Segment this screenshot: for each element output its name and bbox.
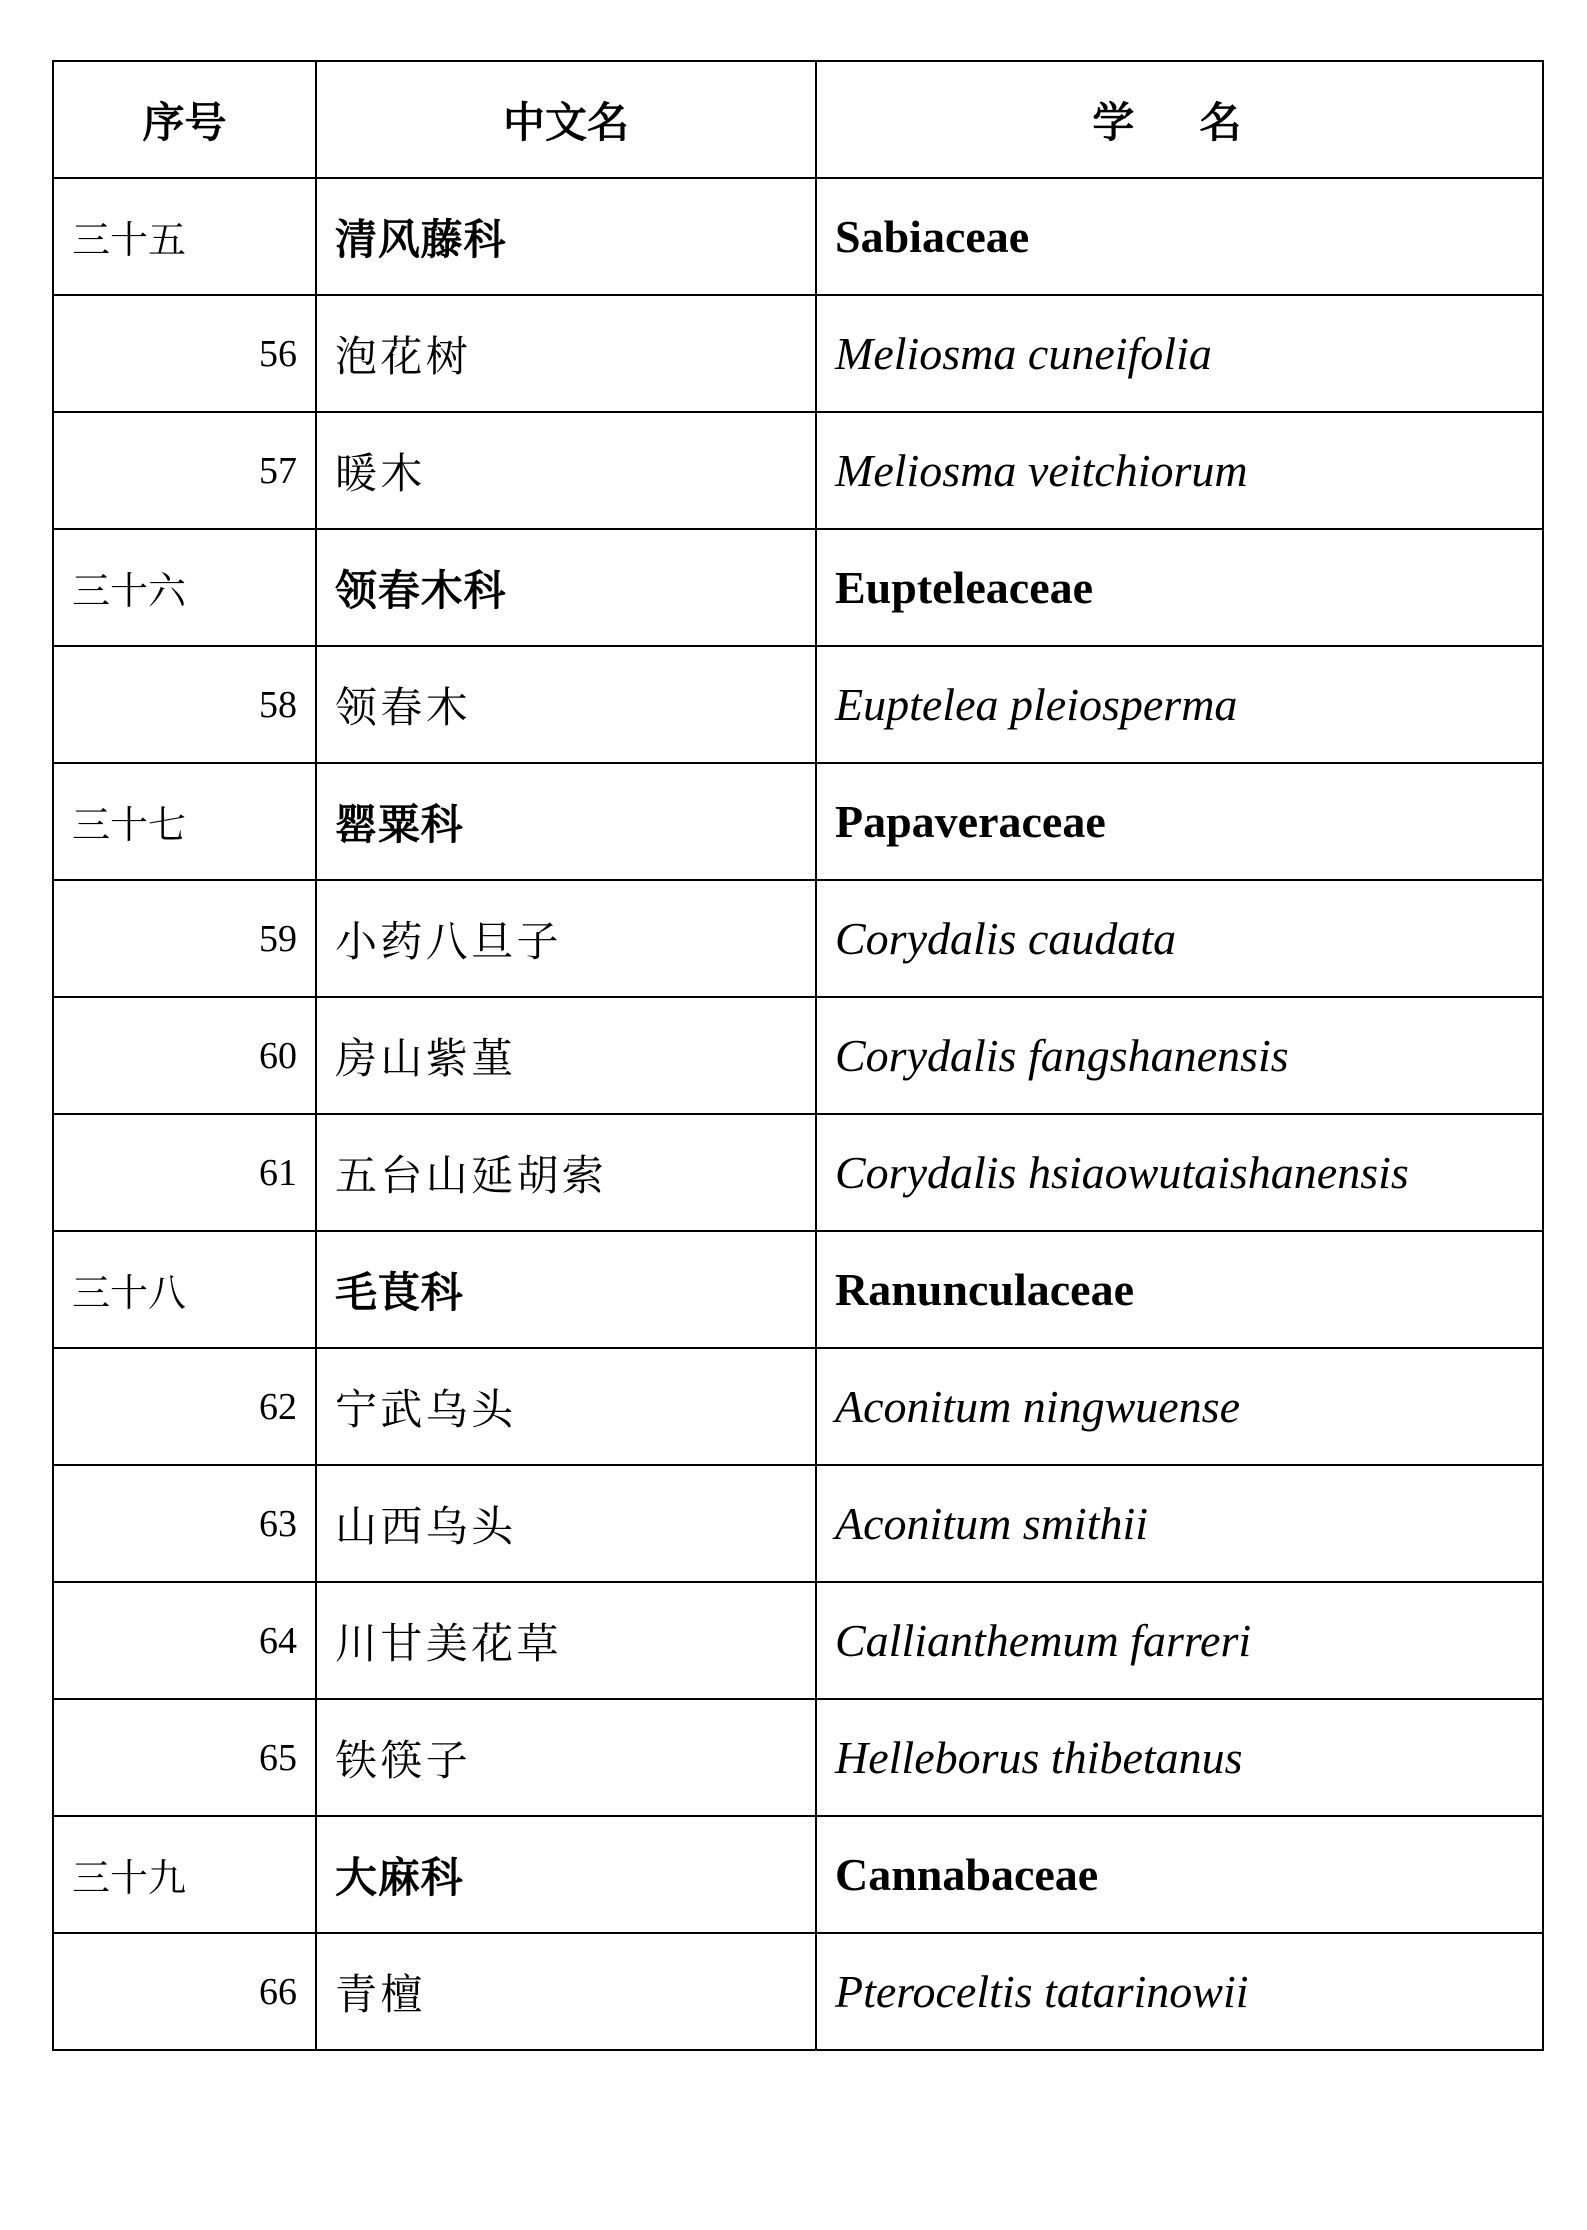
row-chinese-name: 暖木 (316, 412, 816, 529)
row-number: 三十九 (53, 1816, 316, 1933)
species-row (53, 1348, 1543, 1465)
row-scientific-name: Sabiaceae (816, 178, 1543, 295)
row-chinese-name: 小药八旦子 (316, 880, 816, 997)
row-chinese-name: 泡花树 (316, 295, 816, 412)
row-scientific-name: Corydalis caudata (816, 880, 1543, 997)
species-row (53, 997, 1543, 1114)
header-scientific-name: 学 名 (816, 61, 1543, 178)
family-row (53, 1231, 1543, 1348)
row-chinese-name: 青檀 (316, 1933, 816, 2050)
row-number: 三十七 (53, 763, 316, 880)
table-header (53, 61, 1543, 178)
header-number: 序号 (53, 61, 316, 178)
row-scientific-name: Pteroceltis tatarinowii (816, 1933, 1543, 2050)
row-number: 三十五 (53, 178, 316, 295)
row-scientific-name: Papaveraceae (816, 763, 1543, 880)
row-number: 56 (53, 295, 316, 412)
row-scientific-name: Cannabaceae (816, 1816, 1543, 1933)
row-number: 三十八 (53, 1231, 316, 1348)
row-scientific-name: Ranunculaceae (816, 1231, 1543, 1348)
header-chinese-name: 中文名 (316, 61, 816, 178)
row-chinese-name: 大麻科 (316, 1816, 816, 1933)
row-number: 59 (53, 880, 316, 997)
row-scientific-name: Callianthemum farreri (816, 1582, 1543, 1699)
row-chinese-name: 毛茛科 (316, 1231, 816, 1348)
species-row (53, 412, 1543, 529)
row-scientific-name: Corydalis fangshanensis (816, 997, 1543, 1114)
species-row (53, 1933, 1543, 2050)
row-number: 58 (53, 646, 316, 763)
row-scientific-name: Helleborus thibetanus (816, 1699, 1543, 1816)
row-chinese-name: 川甘美花草 (316, 1582, 816, 1699)
species-table (52, 60, 1544, 2051)
species-row (53, 295, 1543, 412)
row-scientific-name: Meliosma cuneifolia (816, 295, 1543, 412)
row-chinese-name: 山西乌头 (316, 1465, 816, 1582)
row-scientific-name: Aconitum ningwuense (816, 1348, 1543, 1465)
row-chinese-name: 罂粟科 (316, 763, 816, 880)
species-row (53, 1699, 1543, 1816)
row-chinese-name: 领春木科 (316, 529, 816, 646)
species-row (53, 1465, 1543, 1582)
species-row (53, 880, 1543, 997)
row-number: 66 (53, 1933, 316, 2050)
family-row (53, 1816, 1543, 1933)
row-number: 64 (53, 1582, 316, 1699)
family-row (53, 763, 1543, 880)
row-scientific-name: Aconitum smithii (816, 1465, 1543, 1582)
row-number: 65 (53, 1699, 316, 1816)
species-row (53, 1114, 1543, 1231)
header-row (53, 61, 1543, 178)
row-chinese-name: 房山紫堇 (316, 997, 816, 1114)
row-scientific-name: Meliosma veitchiorum (816, 412, 1543, 529)
row-number: 三十六 (53, 529, 316, 646)
row-scientific-name: Eupteleaceae (816, 529, 1543, 646)
row-chinese-name: 领春木 (316, 646, 816, 763)
row-scientific-name: Euptelea pleiosperma (816, 646, 1543, 763)
row-chinese-name: 铁筷子 (316, 1699, 816, 1816)
species-row (53, 1582, 1543, 1699)
row-chinese-name: 五台山延胡索 (316, 1114, 816, 1231)
row-chinese-name: 宁武乌头 (316, 1348, 816, 1465)
species-row (53, 646, 1543, 763)
row-number: 62 (53, 1348, 316, 1465)
family-row (53, 529, 1543, 646)
row-number: 63 (53, 1465, 316, 1582)
row-number: 61 (53, 1114, 316, 1231)
family-row (53, 178, 1543, 295)
row-scientific-name: Corydalis hsiaowutaishanensis (816, 1114, 1543, 1231)
row-number: 60 (53, 997, 316, 1114)
row-chinese-name: 清风藤科 (316, 178, 816, 295)
row-number: 57 (53, 412, 316, 529)
table-body (53, 178, 1543, 2050)
